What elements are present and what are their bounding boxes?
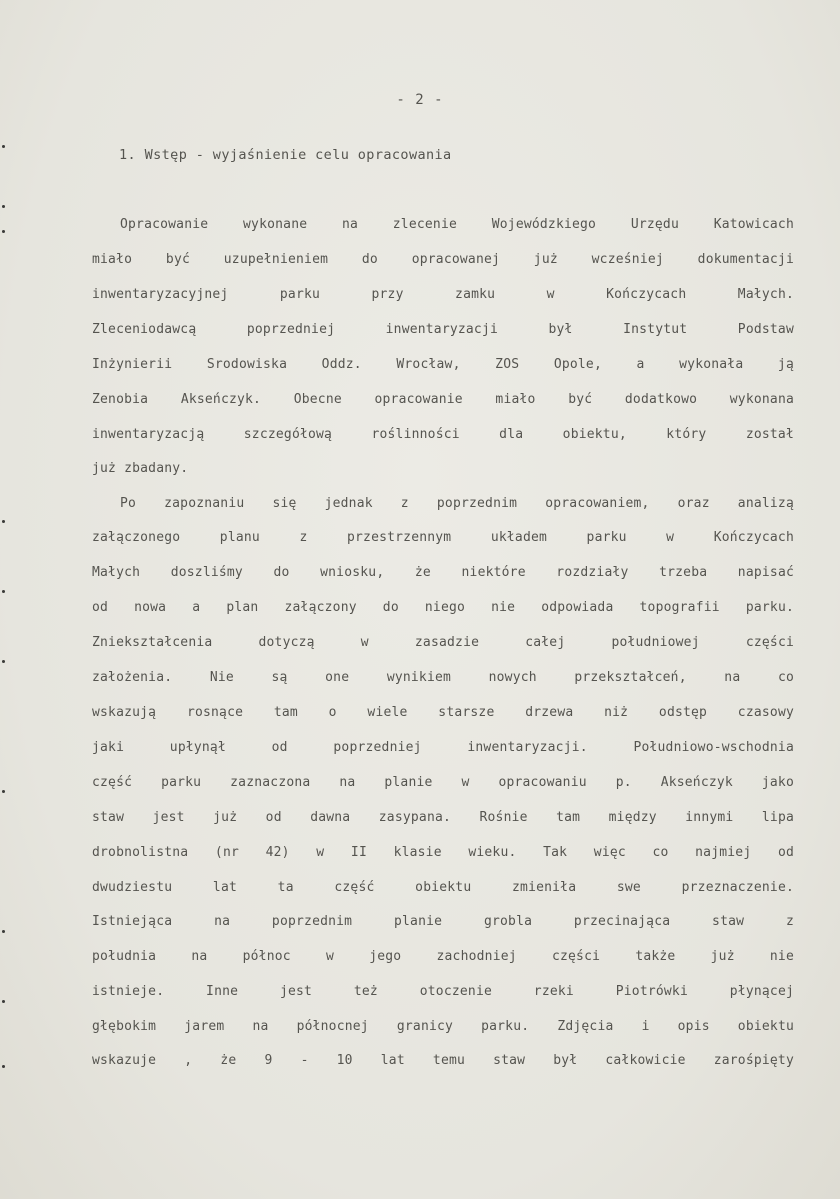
scan-mark bbox=[2, 520, 5, 523]
text-line: staw jest już od dawna zasypana. Rośnie tam między innymi lipa bbox=[92, 810, 794, 825]
text-line: wskazują rosnące tam o wiele starsze drzewa niż odstęp czasowy bbox=[92, 705, 794, 720]
text-line: głębokim jarem na północnej granicy parku. Zdjęcia i opis obiektu bbox=[92, 1019, 794, 1034]
scan-mark bbox=[2, 660, 5, 663]
scan-mark bbox=[2, 1000, 5, 1003]
text-line: już zbadany. bbox=[92, 461, 189, 476]
text-line: południa na północ w jego zachodniej części także już nie bbox=[92, 949, 794, 964]
scan-mark bbox=[2, 230, 5, 233]
text-line: część parku zaznaczona na planie w opracowaniu p. Akseńczyk jako bbox=[92, 775, 794, 790]
text-line: miało być uzupełnieniem do opracowanej już wcześniej dokumentacji bbox=[92, 252, 794, 267]
text-line: drobnolistna (nr 42) w II klasie wieku. Tak więc co najmiej od bbox=[92, 845, 794, 860]
text-line: założenia. Nie są one wynikiem nowych przekształceń, na co bbox=[92, 670, 794, 685]
text-line: jaki upłynął od poprzedniej inwentaryzacji. Południowo-wschodnia bbox=[92, 740, 794, 755]
page-number: - 2 - bbox=[396, 92, 444, 108]
text-line: Opracowanie wykonane na zlecenie Wojewódzkiego Urzędu Katowicach bbox=[120, 217, 794, 232]
text-line: dwudziestu lat ta część obiektu zmieniła swe przeznaczenie. bbox=[92, 880, 794, 895]
text-line: Istniejąca na poprzednim planie grobla przecinająca staw z bbox=[92, 914, 794, 929]
text-line: załączonego planu z przestrzennym układem parku w Kończycach bbox=[92, 530, 794, 545]
text-line: Zenobia Akseńczyk. Obecne opracowanie miało być dodatkowo wykonana bbox=[92, 392, 794, 407]
text-line: Małych doszliśmy do wniosku, że niektóre rozdziały trzeba napisać bbox=[92, 565, 794, 580]
text-line: od nowa a plan załączony do niego nie odpowiada topografii parku. bbox=[92, 600, 794, 615]
scan-mark bbox=[2, 145, 5, 148]
text-line: inwentaryzacją szczegółową roślinności dla obiektu, który został bbox=[92, 427, 794, 442]
text-line: inwentaryzacyjnej parku przy zamku w Kończycach Małych. bbox=[92, 287, 794, 302]
text-line: Zniekształcenia dotyczą w zasadzie całej południowej części bbox=[92, 635, 794, 650]
scan-mark bbox=[2, 1065, 5, 1068]
section-title: 1. Wstęp - wyjaśnienie celu opracowania bbox=[119, 147, 452, 163]
text-line: Po zapoznaniu się jednak z poprzednim opracowaniem, oraz analizą bbox=[120, 496, 794, 511]
text-line: Zleceniodawcą poprzedniej inwentaryzacji był Instytut Podstaw bbox=[92, 322, 794, 337]
scan-mark bbox=[2, 790, 5, 793]
text-line: Inżynierii Środowiska Oddz. Wrocław, ZOS Opole, a wykonała ją bbox=[92, 357, 794, 372]
scan-mark bbox=[2, 205, 5, 208]
scan-mark bbox=[2, 930, 5, 933]
text-line: istnieje. Inne jest też otoczenie rzeki Piotrówki płynącej bbox=[92, 984, 794, 999]
scan-mark bbox=[2, 590, 5, 593]
text-line: wskazuje , że 9 - 10 lat temu staw był całkowicie zarośpięty bbox=[92, 1053, 794, 1068]
